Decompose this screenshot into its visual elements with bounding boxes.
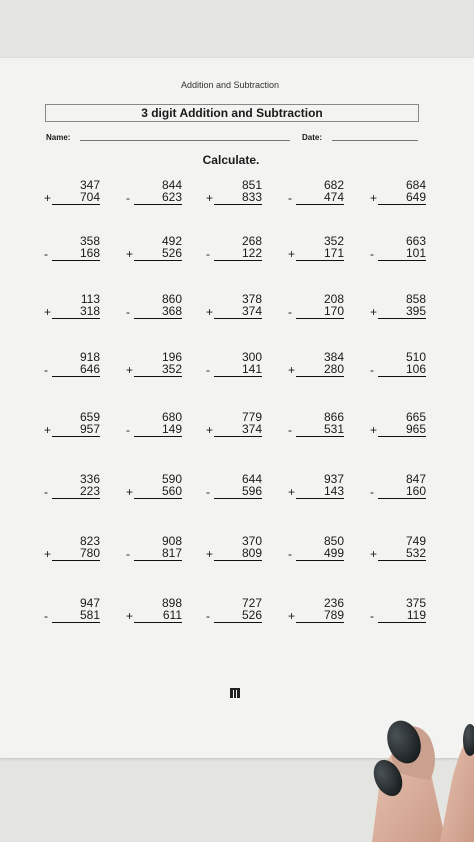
instruction-text: Calculate.	[202, 153, 260, 167]
top-number: 918	[79, 350, 100, 364]
answer-line	[52, 622, 100, 623]
top-number: 860	[161, 292, 182, 306]
problem-r4-c4	[288, 351, 344, 381]
operator: -	[288, 305, 292, 319]
answer-line	[214, 204, 262, 205]
operator: -	[370, 363, 374, 377]
operator: +	[44, 191, 52, 205]
answer-line	[214, 498, 262, 499]
answer-line	[378, 318, 426, 319]
bottom-number: 223	[79, 484, 100, 498]
answer-line	[378, 560, 426, 561]
answer-line	[214, 260, 262, 261]
answer-line	[378, 622, 426, 623]
top-number: 590	[161, 472, 182, 486]
bottom-number: 474	[323, 190, 344, 204]
answer-line	[214, 376, 262, 377]
top-number: 851	[241, 178, 262, 192]
operator: -	[206, 363, 210, 377]
bottom-number: 168	[79, 246, 100, 260]
problem-r7-c5	[370, 535, 426, 565]
problem-r8-c1	[44, 597, 100, 627]
bottom-number: 532	[405, 546, 426, 560]
problem-r1-c4	[288, 179, 344, 209]
top-number: 663	[405, 234, 426, 248]
top-number: 779	[241, 410, 262, 424]
problem-r4-c5	[370, 351, 426, 381]
answer-line	[296, 318, 344, 319]
bottom-number: 531	[323, 422, 344, 436]
bottom-number: 611	[162, 608, 182, 622]
problem-r3-c3	[206, 293, 262, 323]
bottom-number: 649	[405, 190, 426, 204]
top-number: 300	[241, 350, 262, 364]
problem-r4-c2	[126, 351, 182, 381]
top-number: 644	[241, 472, 262, 486]
bottom-number: 581	[79, 608, 100, 622]
bottom-number: 143	[323, 484, 344, 498]
bottom-number: 957	[79, 422, 100, 436]
problem-r3-c2	[126, 293, 182, 323]
top-number: 378	[241, 292, 262, 306]
top-number: 749	[405, 534, 426, 548]
answer-line	[52, 260, 100, 261]
top-number: 866	[323, 410, 344, 424]
bottom-number: 833	[241, 190, 262, 204]
answer-line	[134, 260, 182, 261]
operator: +	[126, 363, 134, 377]
problem-r5-c2	[126, 411, 182, 441]
name-label: Name:	[46, 133, 71, 142]
top-number: 727	[241, 596, 262, 610]
operator: -	[288, 547, 292, 561]
bottom-number: 623	[161, 190, 182, 204]
problem-r4-c1	[44, 351, 100, 381]
bottom-number: 101	[405, 246, 426, 260]
bottom-number: 526	[241, 608, 262, 622]
top-number: 208	[323, 292, 344, 306]
operator: -	[126, 305, 130, 319]
operator: -	[126, 547, 130, 561]
answer-line	[378, 436, 426, 437]
worksheet-header: Addition and Subtraction	[180, 80, 280, 90]
top-number: 384	[323, 350, 344, 364]
top-number: 665	[405, 410, 426, 424]
operator: +	[44, 305, 52, 319]
operator: +	[370, 423, 378, 437]
top-number: 492	[161, 234, 182, 248]
bottom-number: 122	[241, 246, 262, 260]
operator: -	[370, 609, 374, 623]
problem-r5-c1	[44, 411, 100, 441]
answer-line	[296, 498, 344, 499]
operator: +	[370, 547, 378, 561]
top-number: 113	[80, 292, 100, 306]
problem-r8-c5	[370, 597, 426, 627]
top-number: 898	[161, 596, 182, 610]
answer-line	[296, 260, 344, 261]
answer-line	[134, 498, 182, 499]
problem-r7-c2	[126, 535, 182, 565]
problem-r2-c4	[288, 235, 344, 265]
operator: +	[44, 423, 52, 437]
answer-line	[52, 204, 100, 205]
answer-line	[378, 204, 426, 205]
nail-left	[368, 755, 408, 800]
bottom-number: 141	[241, 362, 262, 376]
problem-r2-c1	[44, 235, 100, 265]
answer-line	[134, 436, 182, 437]
operator: +	[206, 191, 214, 205]
answer-line	[52, 498, 100, 499]
problem-r8-c4	[288, 597, 344, 627]
top-number: 908	[161, 534, 182, 548]
problem-r4-c3	[206, 351, 262, 381]
problem-r1-c2	[126, 179, 182, 209]
answer-line	[214, 436, 262, 437]
top-number: 370	[241, 534, 262, 548]
operator: +	[206, 305, 214, 319]
bottom-number: 526	[161, 246, 182, 260]
bottom-number: 809	[241, 546, 262, 560]
problem-r1-c1	[44, 179, 100, 209]
problem-r6-c4	[288, 473, 344, 503]
bottom-number: 106	[405, 362, 426, 376]
top-number: 680	[161, 410, 182, 424]
problem-r6-c3	[206, 473, 262, 503]
answer-line	[378, 376, 426, 377]
bottom-number: 704	[79, 190, 100, 204]
bottom-number: 149	[161, 422, 182, 436]
top-number: 947	[79, 596, 100, 610]
problem-r5-c3	[206, 411, 262, 441]
problem-r1-c3	[206, 179, 262, 209]
problem-r3-c5	[370, 293, 426, 323]
problem-r3-c4	[288, 293, 344, 323]
top-number: 823	[79, 534, 100, 548]
date-label: Date:	[302, 133, 323, 142]
operator: -	[44, 609, 48, 623]
top-number: 352	[323, 234, 344, 248]
answer-line	[214, 560, 262, 561]
problem-r5-c4	[288, 411, 344, 441]
name-line	[80, 140, 290, 141]
bottom-number: 374	[241, 422, 262, 436]
problem-r2-c5	[370, 235, 426, 265]
answer-line	[52, 436, 100, 437]
problem-r3-c1	[44, 293, 100, 323]
bottom-number: 789	[323, 608, 344, 622]
bottom-number: 318	[79, 304, 100, 318]
operator: -	[288, 191, 292, 205]
bottom-number: 646	[79, 362, 100, 376]
answer-line	[52, 376, 100, 377]
problem-r6-c5	[370, 473, 426, 503]
answer-line	[296, 622, 344, 623]
bottom-number: 395	[405, 304, 426, 318]
bottom-number: 499	[323, 546, 344, 560]
bottom-number: 352	[161, 362, 182, 376]
answer-line	[214, 318, 262, 319]
operator: -	[206, 609, 210, 623]
operator: +	[288, 363, 296, 377]
answer-line	[296, 436, 344, 437]
operator: +	[288, 609, 296, 623]
problem-r1-c5	[370, 179, 426, 209]
problem-r6-c1	[44, 473, 100, 503]
bottom-number: 965	[405, 422, 426, 436]
operator: -	[370, 247, 374, 261]
problem-r8-c3	[206, 597, 262, 627]
top-number: 659	[79, 410, 100, 424]
bottom-number: 560	[161, 484, 182, 498]
answer-line	[52, 318, 100, 319]
top-number: 510	[405, 350, 426, 364]
bottom-number: 817	[161, 546, 182, 560]
top-number: 236	[323, 596, 344, 610]
operator: +	[206, 547, 214, 561]
top-number: 847	[405, 472, 426, 486]
top-number: 844	[161, 178, 182, 192]
top-number: 358	[79, 234, 100, 248]
answer-line	[378, 260, 426, 261]
top-number: 196	[161, 350, 182, 364]
answer-line	[214, 622, 262, 623]
bottom-number: 170	[323, 304, 344, 318]
operator: +	[288, 247, 296, 261]
answer-line	[296, 204, 344, 205]
bottom-number: 596	[241, 484, 262, 498]
operator: -	[370, 485, 374, 499]
answer-line	[296, 376, 344, 377]
brand-logo-icon	[230, 688, 240, 698]
problem-r7-c3	[206, 535, 262, 565]
operator: +	[206, 423, 214, 437]
answer-line	[378, 498, 426, 499]
answer-line	[296, 560, 344, 561]
top-number: 336	[79, 472, 100, 486]
problem-r7-c1	[44, 535, 100, 565]
problem-r5-c5	[370, 411, 426, 441]
bottom-number: 368	[161, 304, 182, 318]
operator: +	[370, 305, 378, 319]
problem-r7-c4	[288, 535, 344, 565]
operator: -	[44, 485, 48, 499]
top-number: 347	[79, 178, 100, 192]
bottom-number: 780	[79, 546, 100, 560]
answer-line	[52, 560, 100, 561]
bottom-number: 374	[241, 304, 262, 318]
worksheet-title: 3 digit Addition and Subtraction	[45, 104, 419, 122]
operator: -	[206, 485, 210, 499]
problem-r2-c2	[126, 235, 182, 265]
operator: -	[44, 363, 48, 377]
top-number: 375	[405, 596, 426, 610]
answer-line	[134, 204, 182, 205]
operator: +	[126, 609, 134, 623]
operator: -	[288, 423, 292, 437]
operator: +	[126, 247, 134, 261]
finger-left	[372, 745, 446, 842]
operator: -	[126, 423, 130, 437]
bottom-number: 119	[406, 608, 426, 622]
top-number: 268	[241, 234, 262, 248]
bottom-number: 160	[405, 484, 426, 498]
bottom-number: 280	[323, 362, 344, 376]
operator: +	[44, 547, 52, 561]
answer-line	[134, 622, 182, 623]
operator: -	[126, 191, 130, 205]
problem-r6-c2	[126, 473, 182, 503]
bottom-number: 171	[323, 246, 344, 260]
answer-line	[134, 560, 182, 561]
operator: +	[288, 485, 296, 499]
top-number: 684	[405, 178, 426, 192]
operator: -	[44, 247, 48, 261]
operator: -	[206, 247, 210, 261]
answer-line	[134, 376, 182, 377]
top-number: 682	[323, 178, 344, 192]
date-line	[332, 140, 418, 141]
top-number: 937	[323, 472, 344, 486]
operator: +	[126, 485, 134, 499]
problem-r8-c2	[126, 597, 182, 627]
answer-line	[134, 318, 182, 319]
operator: +	[370, 191, 378, 205]
top-number: 850	[323, 534, 344, 548]
top-number: 858	[405, 292, 426, 306]
problem-r2-c3	[206, 235, 262, 265]
